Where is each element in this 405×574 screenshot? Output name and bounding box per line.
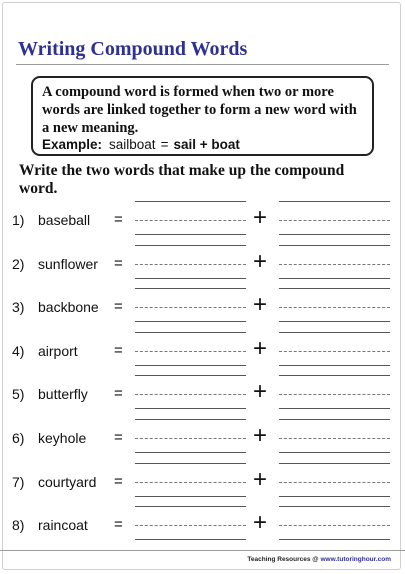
first-word-blank[interactable] xyxy=(135,201,246,202)
exercise-row xyxy=(0,378,405,426)
second-word-blank[interactable] xyxy=(279,482,390,483)
plus-sign: + xyxy=(253,378,268,406)
plus-sign: + xyxy=(253,291,268,319)
footer-lead: Teaching Resources @ xyxy=(247,556,319,563)
second-word-blank[interactable] xyxy=(279,288,390,289)
item-number: 8) xyxy=(12,517,25,534)
first-word-blank[interactable] xyxy=(135,506,246,507)
plus-sign: + xyxy=(253,465,268,493)
first-word-blank[interactable] xyxy=(135,408,246,409)
second-word-blank[interactable] xyxy=(279,264,390,265)
definition-text: A compound word is formed when two or more words are linked together to form a new word with a new meaning. xyxy=(42,84,357,136)
first-word-blank[interactable] xyxy=(135,496,246,497)
footer xyxy=(0,550,405,571)
compound-word: airport xyxy=(38,342,78,359)
item-number: 6) xyxy=(12,430,25,446)
equals-sign: = xyxy=(114,516,123,534)
footer-credit xyxy=(247,556,391,563)
second-word-blank[interactable] xyxy=(279,419,390,420)
first-word-blank[interactable] xyxy=(135,365,246,366)
second-word-blank[interactable] xyxy=(279,375,390,376)
exercise-row xyxy=(0,204,405,252)
first-word-blank[interactable] xyxy=(135,332,246,333)
equals-sign: = xyxy=(114,341,123,359)
first-word-blank[interactable] xyxy=(135,394,246,395)
first-word-blank[interactable] xyxy=(135,278,246,279)
second-word-blank[interactable] xyxy=(279,201,390,202)
first-word-blank[interactable] xyxy=(135,307,246,308)
plus-sign: + xyxy=(253,422,268,449)
first-word-blank[interactable] xyxy=(135,375,246,376)
compound-word: raincoat xyxy=(38,517,88,534)
equals-sign: = xyxy=(114,385,123,403)
second-word-blank[interactable] xyxy=(279,452,390,453)
equals-sign: = xyxy=(114,429,123,446)
second-word-blank[interactable] xyxy=(279,438,390,439)
compound-word: keyhole xyxy=(38,430,87,446)
second-word-blank[interactable] xyxy=(279,332,390,333)
first-word-blank[interactable] xyxy=(135,288,246,289)
second-word-blank[interactable] xyxy=(279,351,390,352)
first-word-blank[interactable] xyxy=(135,321,246,322)
second-word-blank[interactable] xyxy=(279,539,390,540)
item-number: 5) xyxy=(12,386,25,403)
exercise-row xyxy=(0,247,405,296)
second-word-blank[interactable] xyxy=(279,307,390,308)
compound-word: baseball xyxy=(38,212,91,228)
item-number: 7) xyxy=(12,473,25,490)
second-word-blank[interactable] xyxy=(279,506,390,507)
example-word: sailboat xyxy=(109,137,156,152)
second-word-blank[interactable] xyxy=(279,278,390,279)
example-line xyxy=(42,137,363,153)
second-word-blank[interactable] xyxy=(279,408,390,409)
item-number: 3) xyxy=(12,299,25,316)
second-word-blank[interactable] xyxy=(279,525,390,526)
equals-sign: = xyxy=(114,211,123,228)
first-word-blank[interactable] xyxy=(135,220,246,221)
exercise-row xyxy=(0,465,405,514)
first-word-blank[interactable] xyxy=(135,264,246,265)
second-word-blank[interactable] xyxy=(279,365,390,366)
first-word-blank[interactable] xyxy=(135,351,246,352)
equals-sign: = xyxy=(114,298,123,316)
plus-sign: + xyxy=(253,509,268,537)
first-word-blank[interactable] xyxy=(135,482,246,483)
item-number: 1) xyxy=(12,212,25,228)
compound-word: sunflower xyxy=(38,255,98,272)
compound-word: backbone xyxy=(38,299,99,316)
example-answer: sail + boat xyxy=(173,137,240,152)
example-equals: = xyxy=(160,137,169,152)
exercise-row xyxy=(0,334,405,383)
first-word-blank[interactable] xyxy=(135,419,246,420)
compound-word: courtyard xyxy=(38,473,97,490)
second-word-blank[interactable] xyxy=(279,245,390,246)
plus-sign: + xyxy=(253,334,268,362)
example-label: Example: xyxy=(42,137,103,152)
exercise-row xyxy=(0,291,405,339)
first-word-blank[interactable] xyxy=(135,539,246,540)
page-title: Writing Compound Words xyxy=(18,38,248,60)
footer-link[interactable]: www.tutoringhour.com xyxy=(320,556,391,563)
second-word-blank[interactable] xyxy=(279,394,390,395)
second-word-blank[interactable] xyxy=(279,220,390,221)
second-word-blank[interactable] xyxy=(279,496,390,497)
first-word-blank[interactable] xyxy=(135,245,246,246)
first-word-blank[interactable] xyxy=(135,463,246,464)
item-number: 4) xyxy=(12,342,25,359)
second-word-blank[interactable] xyxy=(279,234,390,235)
second-word-blank[interactable] xyxy=(279,321,390,322)
instruction-text: Write the two words that make up the compound word. xyxy=(19,162,345,197)
equals-sign: = xyxy=(114,254,123,272)
first-word-blank[interactable] xyxy=(135,525,246,526)
plus-sign: + xyxy=(253,204,268,231)
first-word-blank[interactable] xyxy=(135,438,246,439)
definition-box xyxy=(31,76,374,156)
compound-word: butterfly xyxy=(38,386,88,403)
exercise-row xyxy=(0,422,405,470)
title-divider xyxy=(16,64,389,65)
item-number: 2) xyxy=(12,255,25,272)
second-word-blank[interactable] xyxy=(279,463,390,464)
equals-sign: = xyxy=(114,472,123,490)
first-word-blank[interactable] xyxy=(135,452,246,453)
first-word-blank[interactable] xyxy=(135,234,246,235)
plus-sign: + xyxy=(253,247,268,275)
